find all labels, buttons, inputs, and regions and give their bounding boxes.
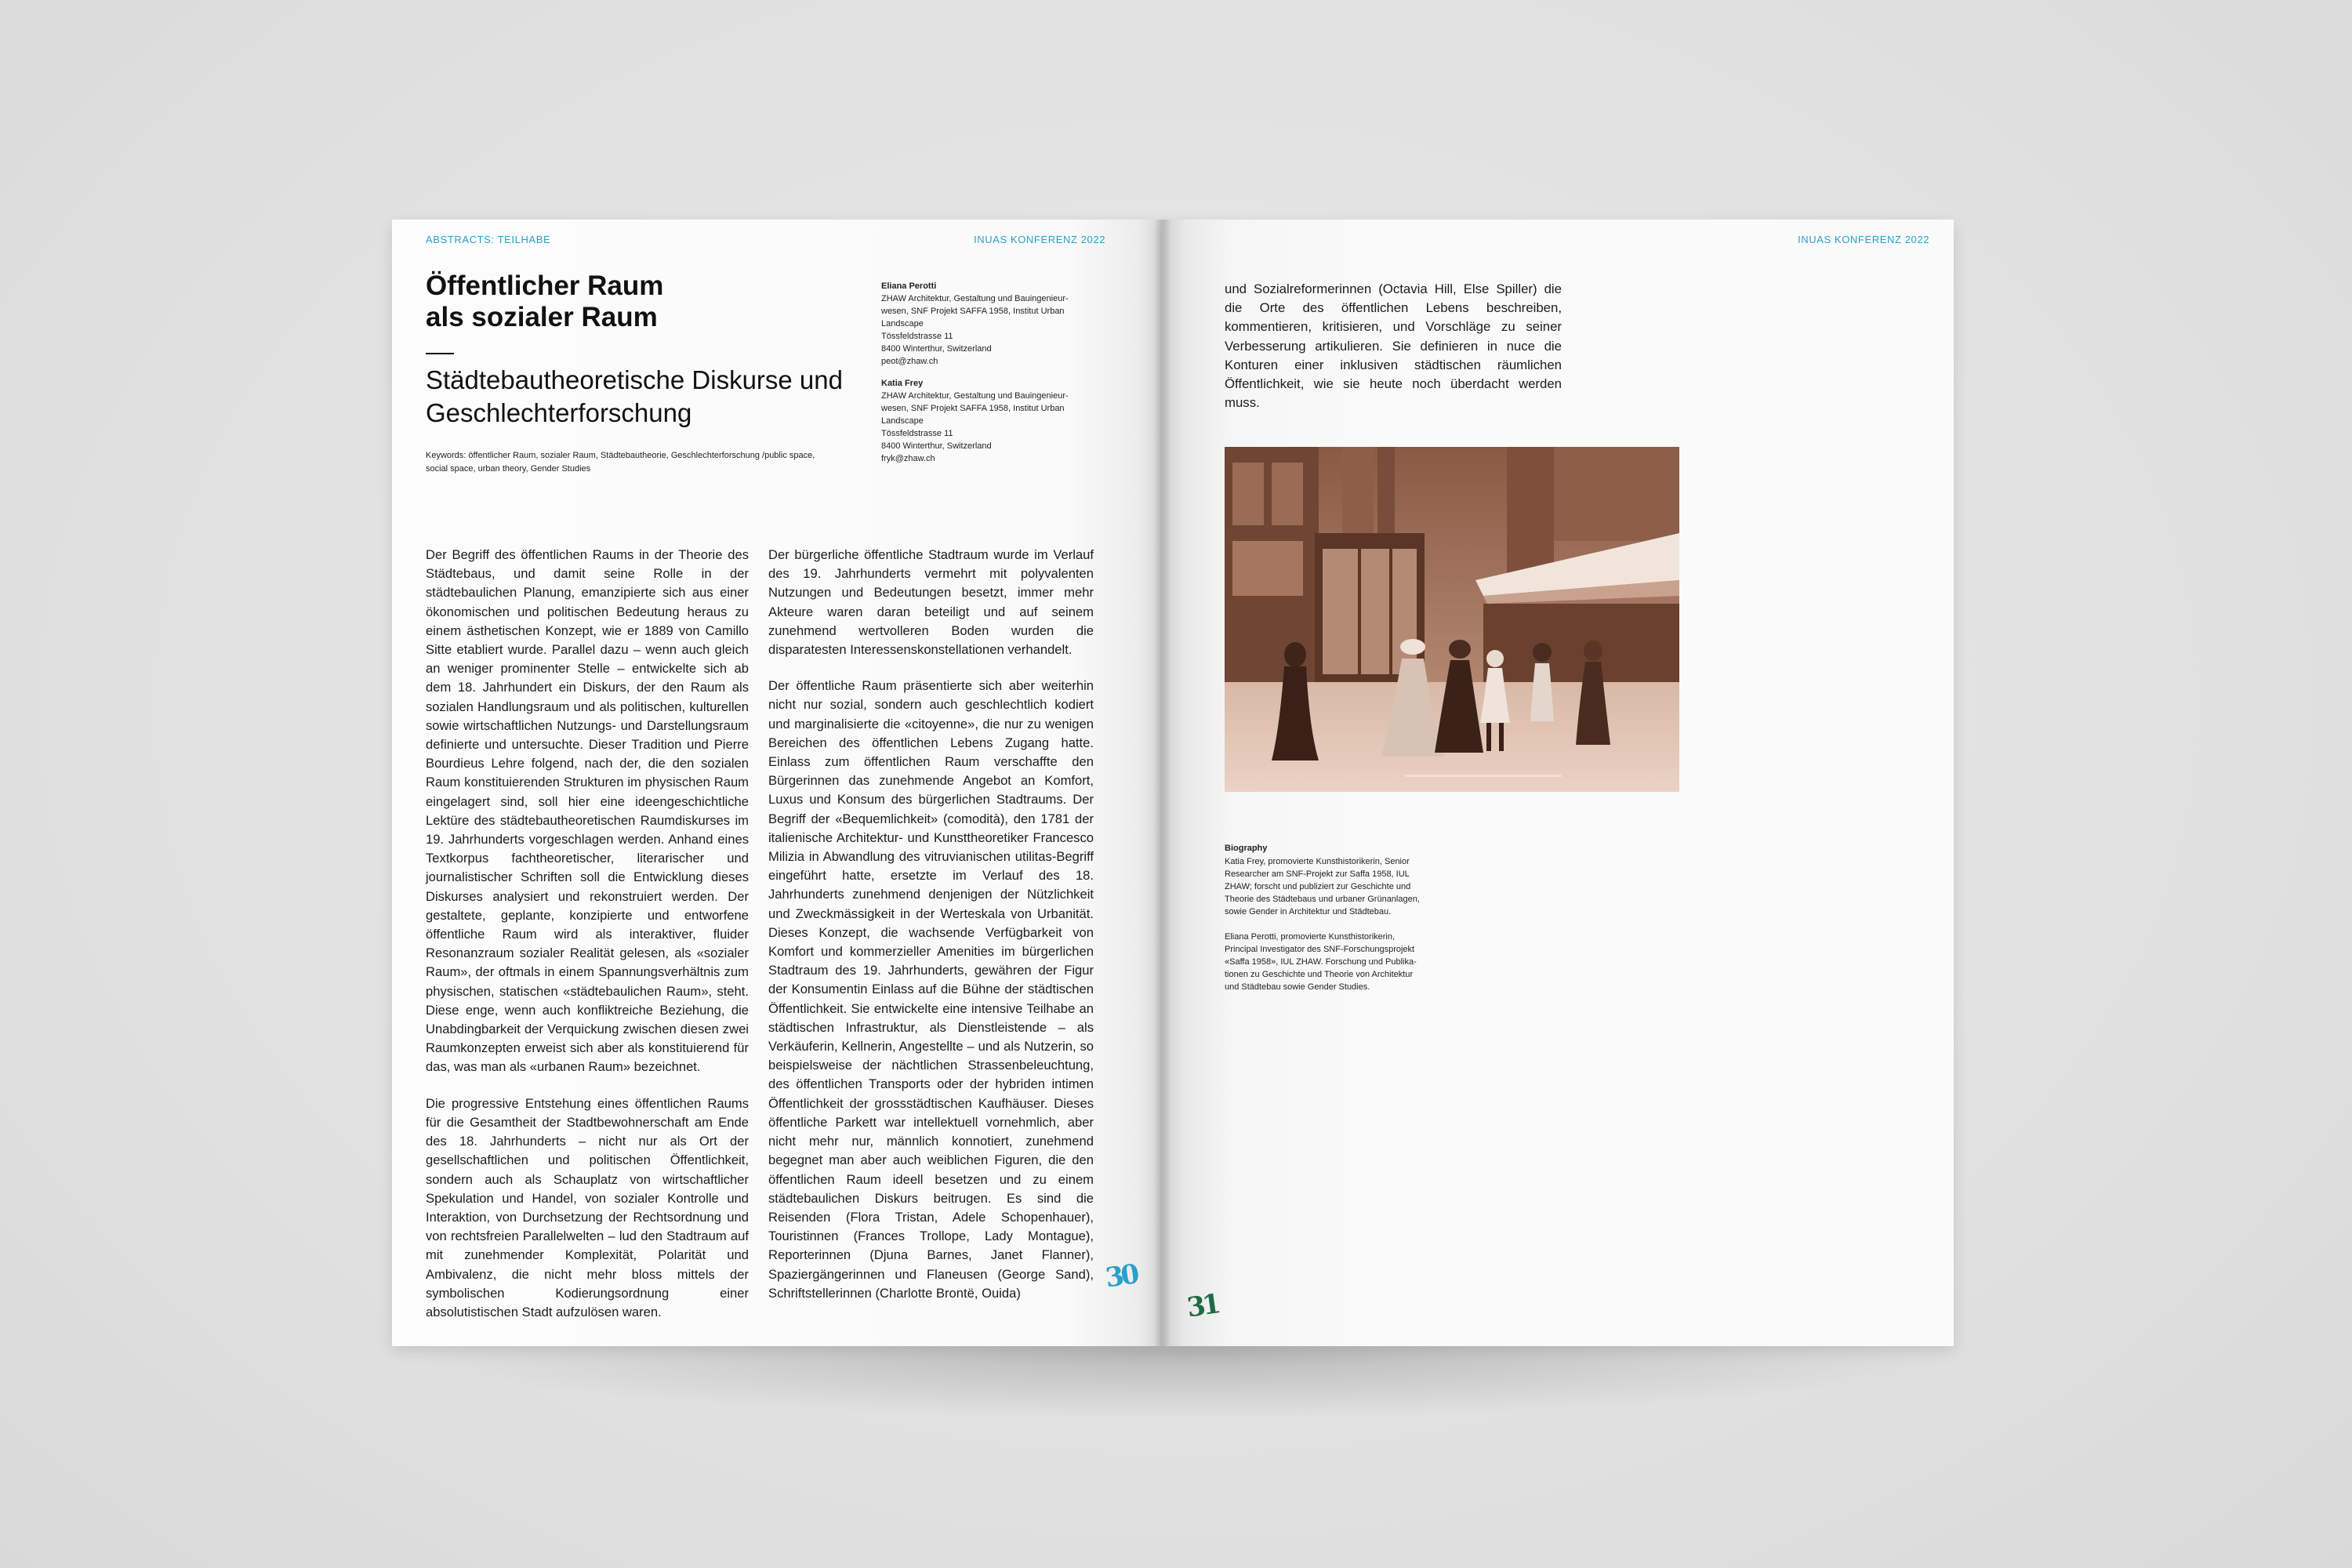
- keywords-line-2: social space, urban theory, Gender Studies: [426, 464, 591, 474]
- body-paragraph: Die progressive Entstehung eines öffentlichen Raums für die Gesamtheit der Stadtbewohnerschaft am Ende des 18. Jahrhunderts – nicht nur als Ort der gesellschaftlichen und politischen Öffentlichkeit, sondern auch als Schauplatz von wirtschaftlicher Spekulation und Handel, von sozialer Kontrolle und Interaktion, von Durchsetzung der Rechtsordnung und von rechtsfreien Parallelwelten – lud den Stadtraum auf mit zunehmender Komplexität, Polarität und Ambivalenz, die nicht mehr bloss mittels der symbolischen Kodierungsordnung einer absolutistischen Stadt aufzulösen waren.: [426, 1095, 749, 1319]
- author-block: [881, 280, 1093, 368]
- affiliation-line: Landscape: [881, 416, 924, 426]
- running-head-section: ABSTRACTS: TEILHABE: [426, 234, 551, 245]
- body-column-1: [426, 546, 749, 1339]
- author-email: fryk@zhaw.ch: [881, 454, 935, 463]
- keywords-line-1: Keywords: öffentlicher Raum, sozialer Raum, Städtebautheorie, Geschlechterforschung /public space,: [426, 451, 815, 460]
- bio-line: und Städtebau sowie Gender Studies.: [1225, 982, 1370, 992]
- address-line: 8400 Winterthur, Switzerland: [881, 344, 992, 354]
- keywords: [426, 449, 896, 476]
- title-line-2: als sozialer Raum: [426, 302, 658, 332]
- subtitle-line-1: Städtebautheoretische Diskurse und: [426, 365, 843, 394]
- sepia-street-photograph: [1225, 447, 1679, 792]
- bio-line: Katia Frey, promovierte Kunsthistorikerin, Senior: [1225, 857, 1410, 866]
- body-paragraph: Der öffentliche Raum präsentierte sich aber weiterhin nicht nur sozial, sondern auch geschlechtlich kodiert und marginalisierte die «citoyenne», die nur zu wenigen Bereichen des öffentlichen Lebens Zugang hatte. Einlass zum öffentlichen Raum verschaffte den Bürgerinnen das zunehmende Angebot an Komfort, Luxus und Konsum des bürgerlichen Stadtraums. Der Begriff der «Bequemlichkeit» (comodità), den 1781 der italienische Architektur- und Kunsttheoretiker Francesco Milizia in Abwandlung des vitruvianischen utilitas-Begriff eingeführt hatte, ersetzte im Verlauf des 18. Jahrhunderts zunehmend denjenigen der Nützlichkeit und Zweckmässigkeit in der Werteskala von Urbanität. Dieses Konzept, die wachsende Verfügbarkeit von Komfort und kommerzieller Amenities im bürgerlichen Stadtraum des 19. Jahrhunderts, gewähren der Figur der Konsumentin Einlass auf die Bühne der städtischen Öffentlichkeit. Sie entwickelte eine intensive Teilhabe an städtischen Infrastruktur, als Dienstleistende – als Verkäuferin, Kellnerin, Angestellte – und als Nutzerin, so beispielsweise der nächtlichen Strassenbeleuchtung, des öffentlichen Transports oder der hybriden intimen Öffentlichkeit der grossstädtischen Kaufhäuser. Dieses öffentliche Parkett war intellektuell vornehmlich, aber nicht mehr nur, männlich konnotiert, zunehmend begegnet man aber auch weiblichen Figuren, die den öffentlichen Raum ideell besetzen und zu einem städtebaulichen Diskurs beitrugen. Es sind die Reisenden (Flora Tristan, Adele Schopenhauer), Touristinnen (Frances Trollope, Lady Montague), Reporterinnen (Djuna Barnes, Janet Flanner), Spaziergängerinnen und Flaneusen (George Sand), Schriftstellerinnen (Charlotte Brontë, Ouida): [768, 678, 1094, 1301]
- author-name: Eliana Perotti: [881, 281, 937, 291]
- article-title: [426, 270, 865, 333]
- affiliation-line: Landscape: [881, 319, 924, 328]
- bio-paragraph: [1225, 931, 1460, 993]
- title-divider: [426, 353, 454, 354]
- body-column-3: [1225, 280, 1562, 430]
- body-column-2: [768, 546, 1094, 1320]
- affiliation-line: wesen, SNF Projekt SAFFA 1958, Institut Urban: [881, 307, 1065, 316]
- running-head-conference-right: INUAS KONFERENZ 2022: [1798, 234, 1930, 245]
- photo-illustration: [1225, 447, 1679, 792]
- author-name: Katia Frey: [881, 379, 924, 388]
- affiliation-line: ZHAW Architektur, Gestaltung und Bauingenieur-: [881, 294, 1069, 303]
- bio-line: ZHAW; forscht und publiziert zur Geschichte und: [1225, 882, 1411, 891]
- body-paragraph: Der bürgerliche öffentliche Stadtraum wurde im Verlauf des 19. Jahrhunderts vermehrt mit polyvalenten Nutzungen und Bedeutungen besetzt, immer mehr Akteure waren daran beteiligt und auf seinem zunehmend wertvolleren Boden wurden die disparatesten Interessenskonstellationen verhandelt.: [768, 547, 1094, 658]
- bio-line: Researcher am SNF-Projekt zur Saffa 1958, IUL: [1225, 869, 1410, 879]
- page-number-right: 31: [1185, 1288, 1220, 1324]
- biography: [1225, 842, 1460, 1006]
- bio-line: tionen zu Geschichte und Theorie von Architektur: [1225, 970, 1414, 979]
- title-line-1: Öffentlicher Raum: [426, 270, 664, 301]
- address-line: Tössfeldstrasse 11: [881, 332, 953, 341]
- address-line: Tössfeldstrasse 11: [881, 429, 953, 438]
- author-block: [881, 377, 1093, 465]
- bio-line: Eliana Perotti, promovierte Kunsthistorikerin,: [1225, 932, 1396, 942]
- address-line: 8400 Winterthur, Switzerland: [881, 441, 992, 451]
- bio-line: Theorie des Städtebaus und urbaner Grünanlagen,: [1225, 895, 1420, 904]
- bio-line: «Saffa 1958», IUL ZHAW. Forschung und Publika-: [1225, 957, 1417, 967]
- running-head-conference-left: INUAS KONFERENZ 2022: [974, 234, 1106, 245]
- page-number-left: 30: [1103, 1258, 1138, 1294]
- article-subtitle: [426, 364, 865, 430]
- subtitle-line-2: Geschlechterforschung: [426, 398, 692, 427]
- bio-heading: Biography: [1225, 844, 1268, 853]
- affiliation-line: ZHAW Architektur, Gestaltung und Bauingenieur-: [881, 391, 1069, 401]
- bio-line: sowie Gender in Architektur und Städtebau.: [1225, 907, 1392, 916]
- body-paragraph: Der Begriff des öffentlichen Raums in der Theorie des Städtebaus, und damit seine Rolle in der städtebaulichen Planung, emanzipierte sich aus einer ökonomischen und politischen Bedeutung heraus zu einem ästhetischen Konzept, wie er 1889 von Camillo Sitte etabliert wurde. Parallel dazu – wenn auch gleich an weniger prominenter Stelle – entwickelte sich ab dem 18. Jahrhundert ein Diskurs, der den Raum als sozialen Handlungsraum und als politischen, kulturellen sowie wirtschaftlichen Nutzungs- und Darstellungsraum definierte und untersuchte. Dieser Tradition und Pierre Bourdieus Lehre folgend, nach der, die den sozialen Raum konstituierenden Strukturen im physischen Raum eingelagert sind, soll hier eine ideengeschichtliche Lektüre des städtebautheoretischen Raumdiskurses im 19. Jahrhunderts vorgeschlagen werden. Anhand eines Textkorpus fachtheoretischer, literarischer und journalistischer Schriften soll die Entwicklung dieses Diskurses analysiert und rekonstruiert werden. Der gestaltete, geplante, konzipierte und entworfene öffentliche Raum wird als interaktiver, fluider Resonanzraum sozialer Realität gelesen, als «sozialer Raum», der oftmals in einem Spannungsverhältnis zum physischen, statischen «städtebaulichen Raum», steht. Diese enge, wenn auch konfliktreiche Beziehung, die Unabdingbarkeit der Verquickung zwischen diesen zwei Raumkonzepten erweist sich aber als konstituierend für das, was man als «urbanen Raum» bezeichnet.: [426, 547, 749, 1075]
- magazine-gutter: [1154, 220, 1171, 1346]
- author-affiliations: [881, 280, 1093, 474]
- bio-line: Principal Investigator des SNF-Forschungsprojekt: [1225, 945, 1415, 954]
- affiliation-line: wesen, SNF Projekt SAFFA 1958, Institut Urban: [881, 404, 1065, 413]
- bio-paragraph: [1225, 855, 1460, 918]
- body-paragraph: und Sozialreformerinnen (Octavia Hill, Else Spiller) die die Orte des öffentlichen Lebens beschreiben, kommentieren, kritisieren, und Vorschläge zu seiner Verbesserung artikulieren. Sie definieren in nuce die Konturen einer inklusiven städtischen räumlichen Öffentlichkeit, wie sie heute noch überdacht werden muss.: [1225, 281, 1562, 411]
- author-email: peot@zhaw.ch: [881, 357, 938, 366]
